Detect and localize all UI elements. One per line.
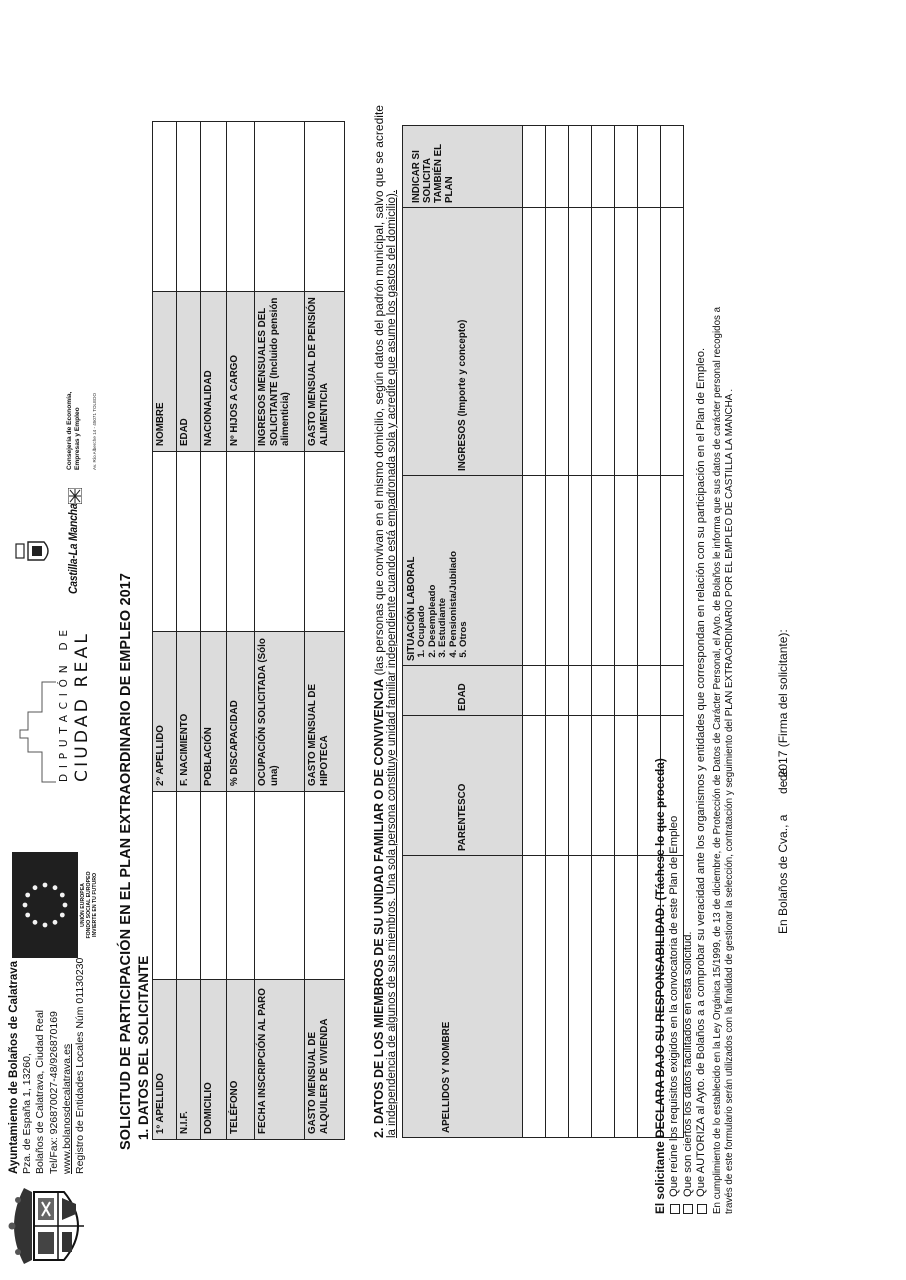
col-header-income: INGRESOS (Importe y concepto): [403, 208, 523, 476]
label-disability: % DISCAPACIDAD: [227, 632, 255, 792]
member-name-cell[interactable]: [546, 856, 569, 1138]
member-age-cell[interactable]: [592, 666, 615, 716]
member-status-cell[interactable]: [569, 476, 592, 666]
eu-caption-line-1: UNIÓN EUROPEA: [80, 883, 86, 927]
member-relationship-cell[interactable]: [523, 716, 546, 856]
member-income-cell[interactable]: [523, 208, 546, 476]
label-second-surname: 2º APELLIDO: [153, 632, 177, 792]
eu-caption: [80, 852, 99, 958]
member-status-cell[interactable]: [615, 476, 638, 666]
member-applies-cell[interactable]: [661, 126, 684, 208]
table-row: [523, 126, 546, 1138]
member-applies-cell[interactable]: [615, 126, 638, 208]
castilla-la-mancha-emblem-icon: [68, 488, 82, 504]
legal-line-1: En cumplimiento de lo establecido en la Ley Orgánica 15/1999, de 13 de diciembre, de Protección de Datos de Carácter Personal, el Ayto. de Bolaños le informa que sus datos de carácter personal recogidos a: [712, 306, 723, 1214]
consejeria-line-2: Empresas y Empleo: [74, 407, 81, 470]
label-first-surname: 1º APELLIDO: [153, 980, 177, 1140]
phone-fax: Tel/Fax: 926870027-48/926870169: [47, 1011, 60, 1174]
col-header-name: APELLIDOS Y NOMBRE: [403, 856, 523, 1138]
section-2-note: [386, 190, 398, 1138]
first-surname-field[interactable]: [153, 792, 177, 980]
member-income-cell[interactable]: [592, 208, 615, 476]
eu-caption-line-2: FONDO SOCIAL EUROPEO: [86, 871, 93, 939]
unemployment-date-field[interactable]: [255, 792, 305, 980]
address-line-1: Pza. de España 1, 13260,: [21, 1053, 34, 1174]
diputacion-line-2: CIUDAD REAL: [72, 630, 92, 782]
checkbox[interactable]: [697, 1204, 707, 1214]
birth-date-field[interactable]: [177, 452, 201, 632]
table-row: [201, 122, 227, 1140]
member-relationship-cell[interactable]: [592, 716, 615, 856]
declaration-item-text: Que AUTORIZA al Ayto. de Bolaños a a comprobar su veracidad ante los organismos y entidades que correspondan en relación con su participación en el Plan de Empleo.: [695, 347, 708, 1197]
label-name: NOMBRE: [153, 292, 177, 452]
data-protection-notice: [712, 114, 736, 1214]
municipality-name: Ayuntamiento de Bolaños de Calatrava: [8, 960, 20, 1174]
member-name-cell[interactable]: [615, 856, 638, 1138]
declaration-title: El solicitante DECLARA BAJO SU RESPONSABILIDAD: (Táchese lo que proceda): [653, 758, 667, 1214]
age-field[interactable]: [177, 122, 201, 292]
nif-field[interactable]: [177, 792, 201, 980]
form-title: SOLICITUD DE PARTICIPACIÓN EN EL PLAN EXTRAORDINARIO DE EMPLEO 2017: [118, 572, 134, 1150]
occupation-field[interactable]: [255, 452, 305, 632]
rent-field[interactable]: [305, 792, 345, 980]
legal-line-2: través de este formulario serán utilizados con la finalidad de gestionar la selección, contratación y seguimiento del PLAN EXTRAORDINARIO POR EL EMPLEO DE CASTILLA LA MANCHA .: [724, 388, 736, 1214]
member-applies-cell[interactable]: [569, 126, 592, 208]
section-2-heading-bold: 2. DATOS DE LOS MIEMBROS DE SU UNIDAD FAMILIAR O DE CONVIVENCIA: [372, 678, 386, 1138]
col-header-also-applies: INDICAR SI SOLICITA TAMBIÉN EL PLAN: [403, 126, 523, 208]
member-status-cell[interactable]: [592, 476, 615, 666]
address-field[interactable]: [201, 792, 227, 980]
member-applies-cell[interactable]: [592, 126, 615, 208]
member-age-cell[interactable]: [569, 666, 592, 716]
member-age-cell[interactable]: [546, 666, 569, 716]
phone-field[interactable]: [227, 792, 255, 980]
consejeria-name: [66, 392, 82, 470]
mortgage-field[interactable]: [305, 452, 345, 632]
member-applies-cell[interactable]: [523, 126, 546, 208]
consejeria-address: Av. Río Alberche 14 - 45071 TOLEDO: [92, 392, 97, 470]
member-age-cell[interactable]: [615, 666, 638, 716]
member-status-cell[interactable]: [523, 476, 546, 666]
table-row: [615, 126, 638, 1138]
applicant-data-table: [152, 121, 345, 1140]
option-employed: 1. Ocupado: [417, 480, 428, 647]
option-retired: 4. Pensionista/Jubilado: [449, 480, 460, 647]
declaration-block: [654, 348, 709, 1214]
option-unemployed: 2. Desempleado: [428, 480, 439, 647]
declaration-item-text: Que reúne los requisitos exigidos en la convocatoria de este Plan de Empleo: [667, 815, 680, 1197]
name-field[interactable]: [153, 122, 177, 292]
label-mortgage: GASTO MENSUAL DE HIPOTECA: [305, 632, 345, 792]
municipal-crest-icon: [6, 1178, 92, 1274]
table-row: [227, 122, 255, 1140]
member-name-cell[interactable]: [592, 856, 615, 1138]
member-relationship-cell[interactable]: [615, 716, 638, 856]
label-birth-date: F. NACIMIENTO: [177, 632, 201, 792]
monthly-income-field[interactable]: [255, 122, 305, 292]
label-nif: N.I.F.: [177, 980, 201, 1140]
website-link[interactable]: www.bolanosdecalatrava.es: [60, 1043, 73, 1174]
member-income-cell[interactable]: [569, 208, 592, 476]
member-name-cell[interactable]: [569, 856, 592, 1138]
label-rent: GASTO MENSUAL DE ALQUILER DE VIVIENDA: [305, 980, 345, 1140]
label-nationality: NACIONALIDAD: [201, 292, 227, 452]
eu-caption-line-3: INVIERTE EN TU FUTURO: [92, 873, 99, 937]
children-field[interactable]: [227, 122, 255, 292]
label-unemployment-date: FECHA INSCRIPCIÓN AL PARO: [255, 980, 305, 1140]
employment-status-title: SITUACIÓN LABORAL: [406, 556, 417, 661]
table-row: [546, 126, 569, 1138]
consejeria-line-1: Consejería de Economía,: [66, 391, 73, 470]
section-2-heading: [372, 105, 386, 1138]
section-2-note-text: la independencia de algunos de sus miembros. Una sola persona constituye unidad familiar independiente cuando está empadronada sola y acredite que asume los gastos del domicilio).: [386, 189, 398, 1138]
label-address: DOMICILIO: [201, 980, 227, 1140]
label-phone: TELÉFONO: [227, 980, 255, 1140]
label-alimony: GASTO MENSUAL DE PENSIÓN ALIMENTICIA: [305, 292, 345, 452]
member-applies-cell[interactable]: [546, 126, 569, 208]
member-relationship-cell[interactable]: [546, 716, 569, 856]
declaration-item: [668, 348, 682, 1214]
declaration-item: [682, 348, 696, 1214]
col-header-employment-status: [403, 476, 523, 666]
col-header-relationship: PARENTESCO: [403, 716, 523, 856]
table-row: [177, 122, 201, 1140]
table-row: [592, 126, 615, 1138]
table-header-row: [403, 126, 523, 1138]
table-row: [569, 126, 592, 1138]
label-monthly-income: INGRESOS MENSUALES DEL SOLICITANTE (Incluido pensión alimenticia): [255, 292, 305, 452]
section-2-heading-rest: (las personas que convivan en el mismo domicilio, según datos del padrón municipal, salvo que se acredite: [372, 105, 386, 679]
option-other: 5. Otros: [459, 480, 470, 647]
checkbox[interactable]: [670, 1204, 680, 1214]
second-surname-field[interactable]: [153, 452, 177, 632]
employment-status-options: [417, 480, 470, 661]
table-row: [153, 122, 177, 1140]
eu-flag-icon: [12, 852, 78, 958]
disability-field[interactable]: [227, 452, 255, 632]
label-occupation: OCUPACIÓN SOLICITADA (Sólo una): [255, 632, 305, 792]
table-row: [305, 122, 345, 1140]
member-status-cell[interactable]: [546, 476, 569, 666]
declaration-item: [695, 348, 709, 1214]
town-field[interactable]: [201, 452, 227, 632]
member-income-cell[interactable]: [546, 208, 569, 476]
entity-registry: Registro de Entidades Locales Núm 01130230: [74, 957, 87, 1174]
label-age: EDAD: [177, 292, 201, 452]
alimony-field[interactable]: [305, 122, 345, 292]
member-relationship-cell[interactable]: [569, 716, 592, 856]
section-1-heading: 1. DATOS DEL SOLICITANTE: [136, 955, 151, 1140]
household-members-table: [402, 125, 684, 1138]
option-student: 3. Estudiante: [438, 480, 449, 647]
declaration-item-text: Que son ciertos los datos facilitados en esta solicitud.: [681, 931, 694, 1197]
signature-year: de 2017 (Firma del solicitante):: [776, 629, 790, 794]
label-town: POBLACIÓN: [201, 632, 227, 792]
signature-place-text: En Bolaños de Cva., a de: [776, 767, 790, 934]
label-children: Nº HIJOS A CARGO: [227, 292, 255, 452]
checkbox[interactable]: [683, 1204, 693, 1214]
member-income-cell[interactable]: [615, 208, 638, 476]
castilla-la-mancha-name: Castilla-La Mancha: [66, 503, 80, 594]
municipality-info: [8, 958, 87, 1174]
col-header-age: EDAD: [403, 666, 523, 716]
nationality-field[interactable]: [201, 122, 227, 292]
diputacion-line-1: DIPUTACIÓN DE: [58, 624, 70, 782]
member-applies-cell[interactable]: [638, 126, 661, 208]
member-age-cell[interactable]: [523, 666, 546, 716]
table-row: [255, 122, 305, 1140]
address-line-2: Bolaños de Calatrava, Ciudad Real: [34, 1009, 47, 1174]
member-name-cell[interactable]: [523, 856, 546, 1138]
